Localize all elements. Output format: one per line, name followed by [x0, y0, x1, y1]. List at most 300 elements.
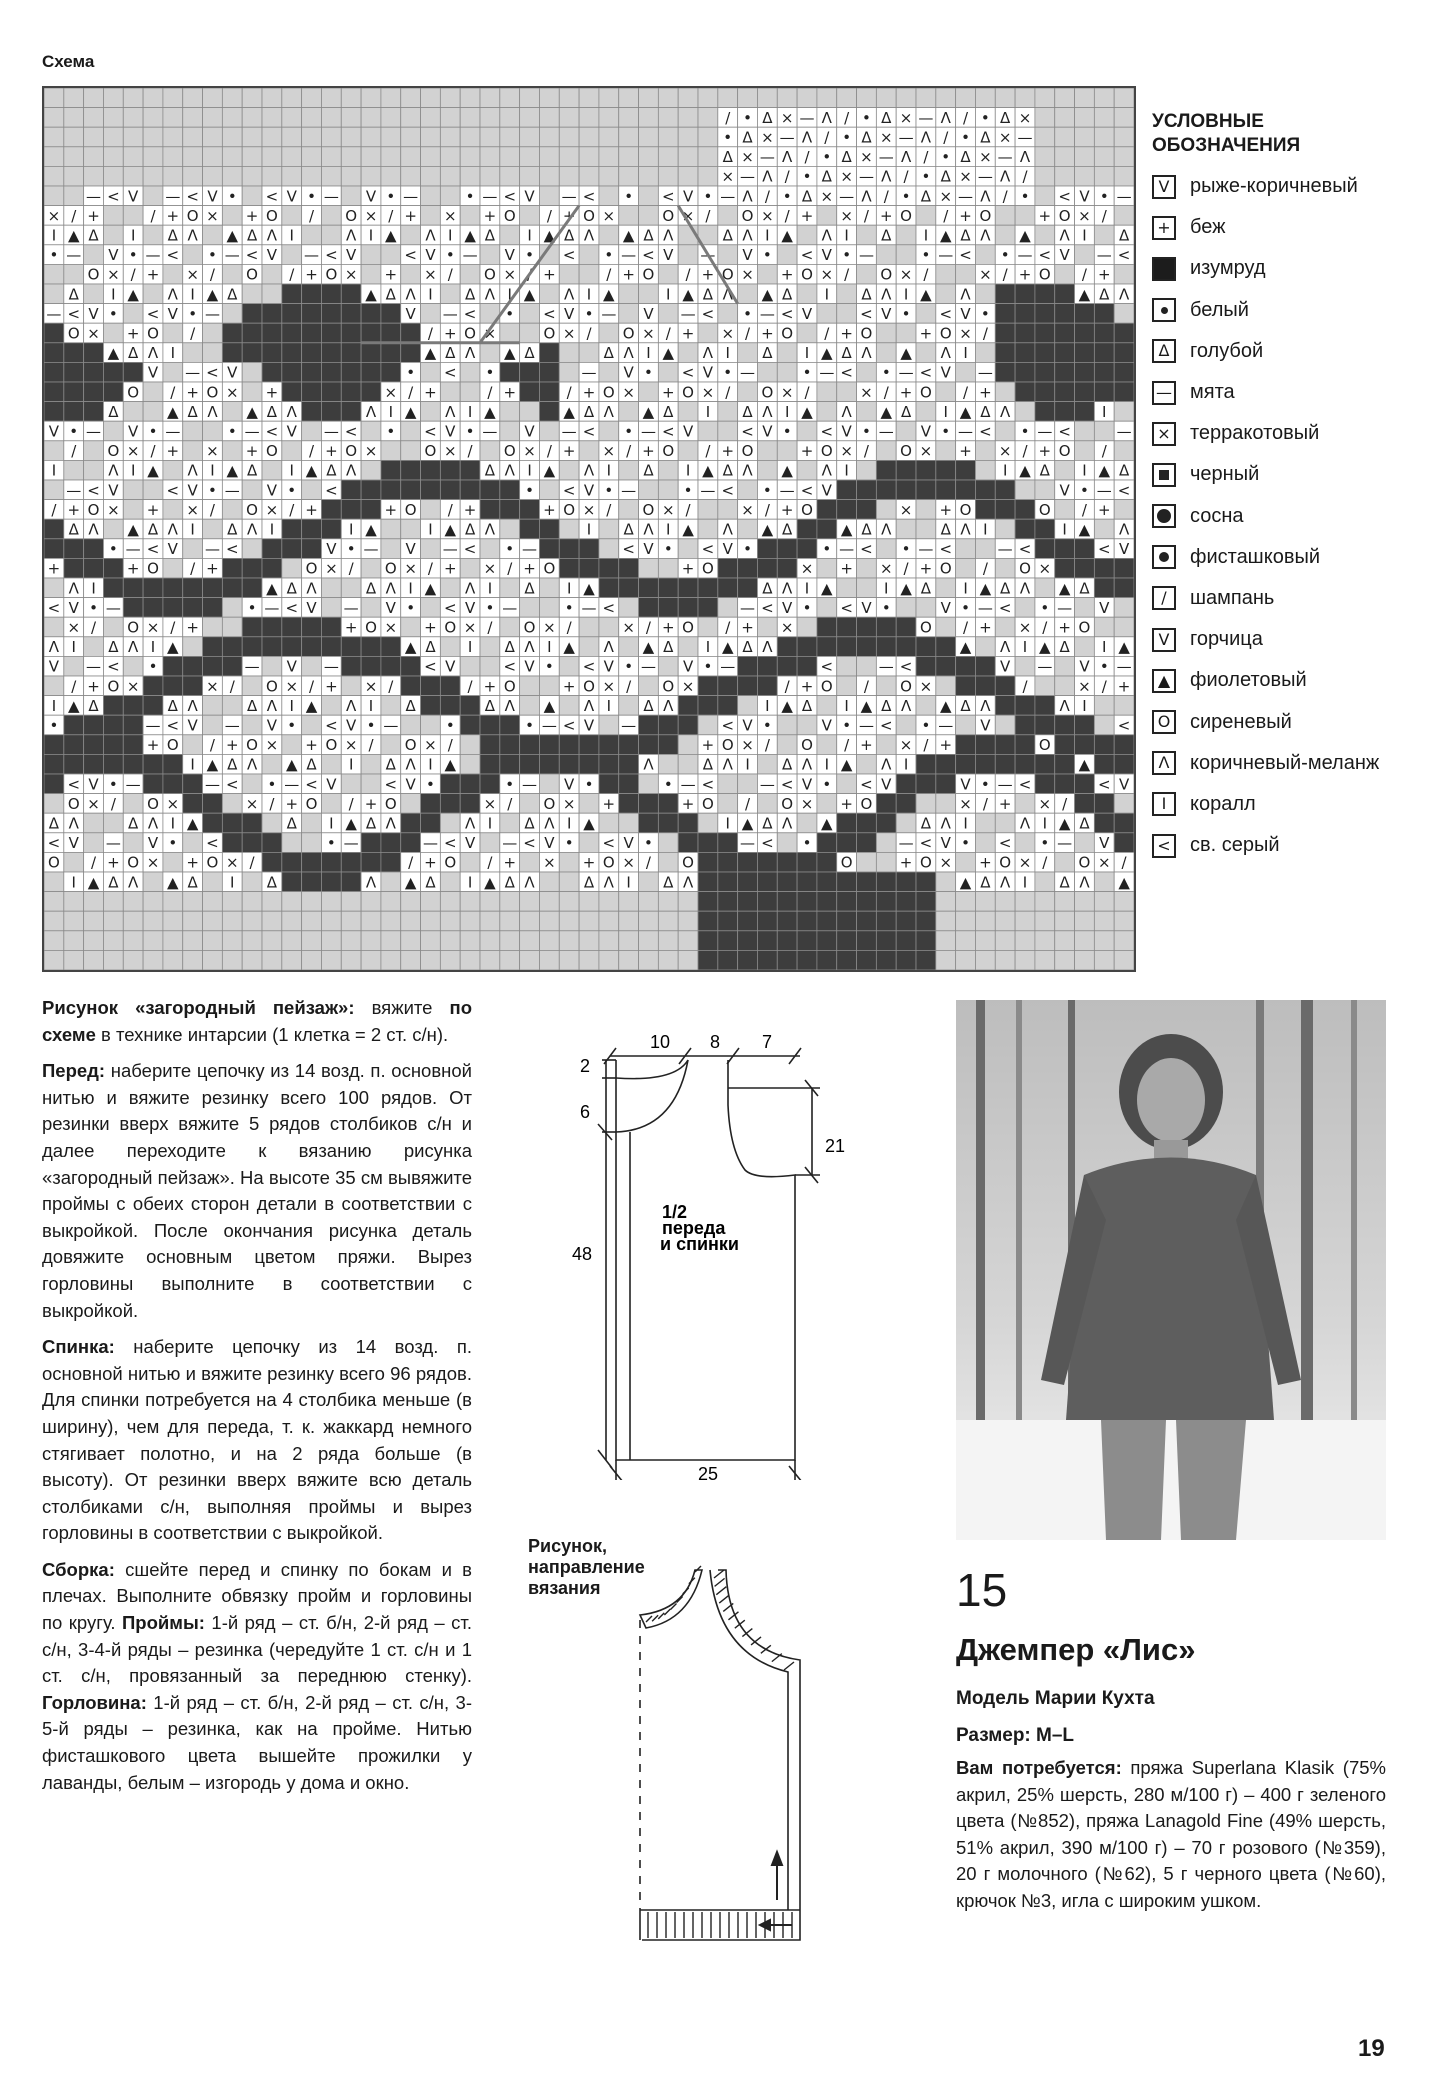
chart-symbol: + [701, 265, 715, 284]
chart-cell [321, 147, 341, 167]
chart-cell [440, 892, 460, 912]
chart-symbol: Δ [187, 402, 198, 421]
chart-cell [718, 578, 738, 598]
chart-cell [1094, 558, 1114, 578]
chart-cell [401, 108, 421, 128]
chart-cell [876, 950, 896, 970]
legend-item [1152, 537, 1442, 578]
chart-symbol: / [784, 206, 790, 225]
chart-cell [401, 225, 421, 245]
chart-cell [777, 245, 797, 265]
chart-symbol: ▲ [206, 755, 219, 774]
chart-symbol: Λ [940, 344, 951, 363]
chart-cell [975, 950, 995, 970]
chart-cell [282, 441, 302, 461]
chart-cell [242, 539, 262, 559]
chart-cell [896, 225, 916, 245]
chart-symbol: × [146, 618, 160, 637]
chart-cell [738, 382, 758, 402]
chart-symbol: ▲ [563, 638, 575, 657]
chart-cell [698, 421, 718, 441]
chart-symbol: I [190, 755, 195, 774]
chart-symbol: Δ [861, 520, 872, 539]
chart-symbol: I [745, 755, 750, 774]
chart-cell [84, 147, 104, 167]
chart-symbol: < [602, 598, 616, 617]
chart-cell [619, 460, 639, 480]
pattern-heading: Рисунок «загородный пейзаж»: [42, 997, 355, 1018]
chart-cell [123, 206, 143, 226]
chart-symbol: V [187, 481, 198, 500]
chart-symbol: O [206, 383, 219, 402]
chart-cell [539, 676, 559, 696]
chart-symbol: V [702, 363, 714, 382]
chart-cell [123, 656, 143, 676]
chart-symbol: — [700, 481, 716, 500]
chart-symbol: × [463, 618, 477, 637]
chart-symbol: ▲ [87, 873, 100, 892]
chart-symbol: I [1002, 461, 1008, 480]
chart-symbol: Δ [801, 696, 813, 715]
chart-cell [222, 813, 242, 833]
chart-symbol: + [166, 442, 180, 461]
armholes-text: 1-й ряд – ст. б/н, 2-й ряд – ст. с/н, 3-4-й ряды – резинка (чередуйте 1 ст. с/н и 1 ст. с/н, провязанный за переднюю стенку). [42, 1612, 472, 1687]
chart-symbol: I [606, 696, 612, 715]
chart-cell [143, 382, 163, 402]
chart-cell [757, 362, 777, 382]
chart-cell [341, 166, 361, 186]
chart-cell [282, 304, 302, 324]
chart-cell [84, 931, 104, 951]
chart-cell [143, 402, 163, 422]
chart-symbol: + [186, 853, 199, 872]
chart-symbol: • [604, 481, 614, 500]
chart-cell [1015, 598, 1035, 618]
front-paragraph [42, 1058, 472, 1324]
chart-cell [1035, 480, 1055, 500]
chart-symbol: × [622, 853, 635, 872]
chart-cell [500, 402, 520, 422]
chart-cell [1055, 754, 1075, 774]
chart-symbol: O [48, 853, 60, 872]
chart-symbol: — [759, 775, 775, 794]
chart-symbol: / [963, 108, 969, 127]
legend-item [1152, 454, 1442, 495]
chart-symbol: + [701, 736, 715, 755]
chart-cell [797, 88, 817, 108]
chart-symbol: V [68, 834, 79, 853]
chart-symbol: Λ [980, 187, 991, 206]
chart-symbol: Λ [147, 344, 159, 363]
chart-symbol: / [923, 148, 929, 167]
chart-cell [995, 931, 1015, 951]
chart-cell [460, 892, 480, 912]
chart-symbol: ▲ [583, 579, 595, 598]
chart-symbol: < [721, 716, 735, 735]
chart-cell [757, 676, 777, 696]
chart-cell [520, 519, 540, 539]
chart-symbol: — [442, 540, 458, 559]
chart-cell [599, 813, 619, 833]
chart-cell [64, 362, 84, 382]
chart-symbol: Λ [821, 226, 832, 245]
chart-symbol: • [663, 775, 673, 794]
chart-symbol: V [266, 481, 278, 500]
chart-symbol: + [899, 383, 913, 402]
chart-symbol: / [745, 324, 751, 343]
chart-symbol: Δ [504, 873, 515, 892]
chart-symbol: O [682, 618, 694, 637]
chart-cell [857, 88, 877, 108]
chart-cell [302, 402, 322, 422]
chart-cell [817, 696, 837, 716]
chart-symbol: O [583, 677, 595, 696]
chart-cell [599, 362, 619, 382]
chart-symbol: ▲ [127, 520, 139, 539]
back-heading: Спинка: [42, 1336, 115, 1358]
chart-symbol: ▲ [305, 461, 318, 480]
chart-symbol: O [880, 265, 893, 284]
dim-left-48: 48 [572, 1244, 593, 1264]
chart-symbol: < [761, 598, 774, 617]
chart-symbol: / [150, 206, 156, 225]
chart-symbol: < [285, 598, 299, 617]
chart-cell [698, 147, 718, 167]
chart-cell [84, 88, 104, 108]
chart-cell [1035, 402, 1055, 422]
chart-cell [242, 558, 262, 578]
chart-symbol: + [800, 206, 814, 225]
model-author: Модель Марии Кухта [956, 1688, 1155, 1709]
chart-symbol: I [1082, 226, 1087, 245]
chart-cell [103, 813, 123, 833]
chart-cell [361, 460, 381, 480]
chart-cell [64, 108, 84, 128]
chart-symbol: — [740, 363, 756, 382]
chart-cell [797, 813, 817, 833]
chart-cell [203, 323, 223, 343]
chart-cell [143, 774, 163, 794]
chart-cell [262, 617, 282, 637]
chart-symbol: — [323, 187, 339, 206]
chart-symbol: V [682, 422, 694, 441]
chart-symbol: Λ [643, 520, 654, 539]
chart-symbol: / [71, 677, 77, 696]
chart-symbol: Λ [821, 461, 832, 480]
chart-cell [222, 617, 242, 637]
chart-cell [203, 617, 223, 637]
chart-cell [678, 88, 698, 108]
chart-symbol: — [383, 716, 399, 735]
chart-symbol: / [309, 206, 315, 225]
chart-symbol: O [761, 383, 774, 402]
chart-cell [817, 382, 837, 402]
chart-symbol: × [364, 677, 378, 696]
chart-symbol: — [363, 540, 379, 559]
chart-symbol: × [582, 500, 596, 519]
chart-symbol: Δ [643, 226, 654, 245]
chart-cell [995, 813, 1015, 833]
chart-cell [480, 950, 500, 970]
chart-cell [718, 500, 738, 520]
page-number: 19 [1358, 2035, 1385, 2062]
chart-symbol: ▲ [543, 226, 556, 245]
chart-cell [302, 166, 322, 186]
chart-cell [559, 519, 579, 539]
chart-cell [1094, 911, 1114, 931]
chart-cell [1075, 323, 1095, 343]
chart-cell [738, 284, 758, 304]
piece-label-1: 1/2 [662, 1202, 688, 1222]
dim-right-21: 21 [825, 1136, 846, 1156]
chart-symbol: I [467, 402, 473, 421]
chart-cell [421, 950, 441, 970]
chart-symbol: • [683, 481, 693, 500]
chart-symbol: O [246, 265, 258, 284]
chart-symbol: • [881, 598, 891, 617]
chart-cell [520, 931, 540, 951]
chart-symbol: • [525, 246, 534, 265]
chart-cell [480, 480, 500, 500]
chart-symbol: V [623, 834, 634, 853]
chart-symbol: Λ [564, 285, 575, 304]
chart-symbol: V [128, 422, 139, 441]
chart-cell [1035, 519, 1055, 539]
chart-symbol: + [186, 383, 199, 402]
chart-cell [440, 147, 460, 167]
chart-symbol: × [206, 442, 219, 461]
chart-symbol: V [1118, 540, 1130, 559]
chart-cell [1055, 931, 1075, 951]
chart-cell [1114, 578, 1134, 598]
dim-top-10: 10 [650, 1032, 671, 1052]
chart-cell [440, 284, 460, 304]
chart-cell [619, 127, 639, 147]
chart-cell [599, 931, 619, 951]
chart-cell [678, 892, 698, 912]
chart-cell [262, 362, 282, 382]
chart-symbol: + [463, 500, 477, 519]
chart-symbol: I [289, 226, 294, 245]
chart-symbol: — [680, 775, 696, 794]
chart-cell [896, 774, 916, 794]
chart-cell [262, 304, 282, 324]
chart-symbol: — [938, 716, 954, 735]
chart-symbol: • [862, 422, 871, 441]
chart-symbol: × [67, 618, 81, 637]
chart-cell [163, 754, 183, 774]
chart-cell [183, 833, 203, 853]
chart-cell [1035, 225, 1055, 245]
chart-symbol: — [601, 304, 617, 323]
chart-symbol: × [225, 853, 239, 872]
chart-cell [44, 578, 64, 598]
chart-symbol: ▲ [821, 814, 833, 833]
chart-symbol: — [224, 246, 240, 265]
chart-cell [222, 696, 242, 716]
chart-symbol: < [879, 716, 893, 735]
chart-cell [84, 382, 104, 402]
chart-cell [1055, 323, 1075, 343]
chart-cell [1075, 637, 1095, 657]
chart-cell [559, 735, 579, 755]
chart-symbol: Λ [346, 226, 357, 245]
chart-cell [520, 382, 540, 402]
chart-symbol: Δ [504, 638, 515, 657]
chart-symbol: × [899, 736, 913, 755]
chart-symbol: × [780, 383, 794, 402]
chart-cell [995, 715, 1015, 735]
chart-cell [1075, 441, 1095, 461]
chart-cell [639, 794, 659, 814]
chart-symbol: — [938, 246, 954, 265]
chart-cell [242, 88, 262, 108]
chart-cell [916, 598, 936, 618]
chart-symbol: Λ [365, 873, 377, 892]
chart-symbol: O [801, 500, 813, 519]
chart-symbol: < [562, 246, 576, 265]
chart-cell [321, 323, 341, 343]
chart-symbol: ▲ [107, 344, 120, 363]
chart-symbol: × [1097, 853, 1111, 872]
chart-symbol: • [1080, 481, 1089, 500]
chart-cell [302, 362, 322, 382]
chart-cell [460, 480, 480, 500]
chart-symbol: / [209, 736, 215, 755]
dim-top-7: 7 [762, 1032, 773, 1052]
chart-cell [183, 343, 203, 363]
chart-cell [361, 950, 381, 970]
chart-cell [1114, 108, 1134, 128]
chart-cell [302, 108, 322, 128]
chart-symbol: Δ [583, 402, 595, 421]
chart-symbol: × [265, 736, 279, 755]
chart-symbol: V [227, 363, 238, 382]
chart-symbol: • [644, 363, 653, 382]
chart-symbol: < [939, 304, 953, 323]
legend-label: сиреневый [1190, 710, 1292, 733]
chart-cell [361, 108, 381, 128]
chart-cell [341, 88, 361, 108]
chart-cell [500, 323, 520, 343]
chart-cell [718, 558, 738, 578]
slash-icon: / [1152, 586, 1176, 610]
chart-cell [282, 892, 302, 912]
chart-symbol: × [562, 794, 576, 813]
chart-cell [123, 362, 143, 382]
chart-cell [916, 88, 936, 108]
chart-symbol: + [166, 206, 180, 225]
chart-cell [539, 950, 559, 970]
chart-symbol: + [285, 794, 299, 813]
chart-cell [1015, 735, 1035, 755]
chart-symbol: Δ [445, 344, 456, 363]
chart-cell [1035, 88, 1055, 108]
chart-cell [916, 343, 936, 363]
chart-symbol: O [67, 794, 80, 813]
chart-cell [401, 833, 421, 853]
chart-symbol: • [128, 246, 138, 265]
chart-symbol: • [1020, 187, 1030, 206]
chart-symbol: < [582, 187, 596, 206]
chart-symbol: Λ [960, 285, 971, 304]
chart-cell [381, 911, 401, 931]
chart-cell [777, 88, 797, 108]
chart-symbol: × [741, 500, 754, 519]
chart-cell [797, 950, 817, 970]
chart-cell [401, 715, 421, 735]
chart-symbol: ▲ [622, 226, 635, 245]
chart-cell [1094, 88, 1114, 108]
chart-symbol: Δ [722, 461, 733, 480]
chart-cell [995, 892, 1015, 912]
chart-cell [282, 931, 302, 951]
chart-cell [1075, 931, 1095, 951]
chart-cell [599, 911, 619, 931]
chart-symbol: — [621, 481, 637, 500]
chart-symbol: Δ [484, 461, 496, 480]
chart-cell [143, 598, 163, 618]
chart-cell [1035, 931, 1055, 951]
chart-cell [262, 88, 282, 108]
filled-square-icon [1152, 257, 1176, 281]
legend-item [1152, 372, 1442, 413]
chart-cell [321, 362, 341, 382]
chart-symbol: — [86, 187, 102, 206]
chart-cell [777, 735, 797, 755]
chart-cell [1075, 892, 1095, 912]
chart-cell [242, 715, 262, 735]
chart-symbol: • [247, 598, 257, 617]
chart-cell [242, 578, 262, 598]
chart-cell [1035, 950, 1055, 970]
chart-cell [956, 264, 976, 284]
chart-symbol: V [980, 716, 991, 735]
chart-symbol: Δ [603, 344, 614, 363]
chart-symbol: + [107, 853, 120, 872]
legend-item [1152, 166, 1442, 207]
chart-cell [262, 323, 282, 343]
chart-symbol: O [404, 736, 417, 755]
chart-cell [401, 88, 421, 108]
chart-cell [222, 206, 242, 226]
chart-cell [44, 186, 64, 206]
chart-cell [203, 637, 223, 657]
chart-cell [163, 892, 183, 912]
chart-cell [500, 519, 520, 539]
chart-cell [817, 88, 837, 108]
chart-symbol: • [1000, 246, 1010, 265]
chart-cell [619, 304, 639, 324]
chart-cell [857, 460, 877, 480]
chart-cell [1035, 343, 1055, 363]
piece-label-2: переда [662, 1218, 726, 1238]
chart-symbol: Δ [1079, 579, 1090, 598]
chart-symbol: + [800, 442, 814, 461]
chart-symbol: × [939, 187, 953, 206]
chart-cell [658, 813, 678, 833]
chart-cell [123, 480, 143, 500]
chart-symbol: + [1038, 206, 1052, 225]
chart-cell [123, 578, 143, 598]
chart-cell [1015, 931, 1035, 951]
chart-cell [1035, 696, 1055, 716]
chart-cell [857, 362, 877, 382]
chart-cell [480, 637, 500, 657]
chart-cell [302, 872, 322, 892]
chart-cell [975, 676, 995, 696]
chart-cell [857, 813, 877, 833]
